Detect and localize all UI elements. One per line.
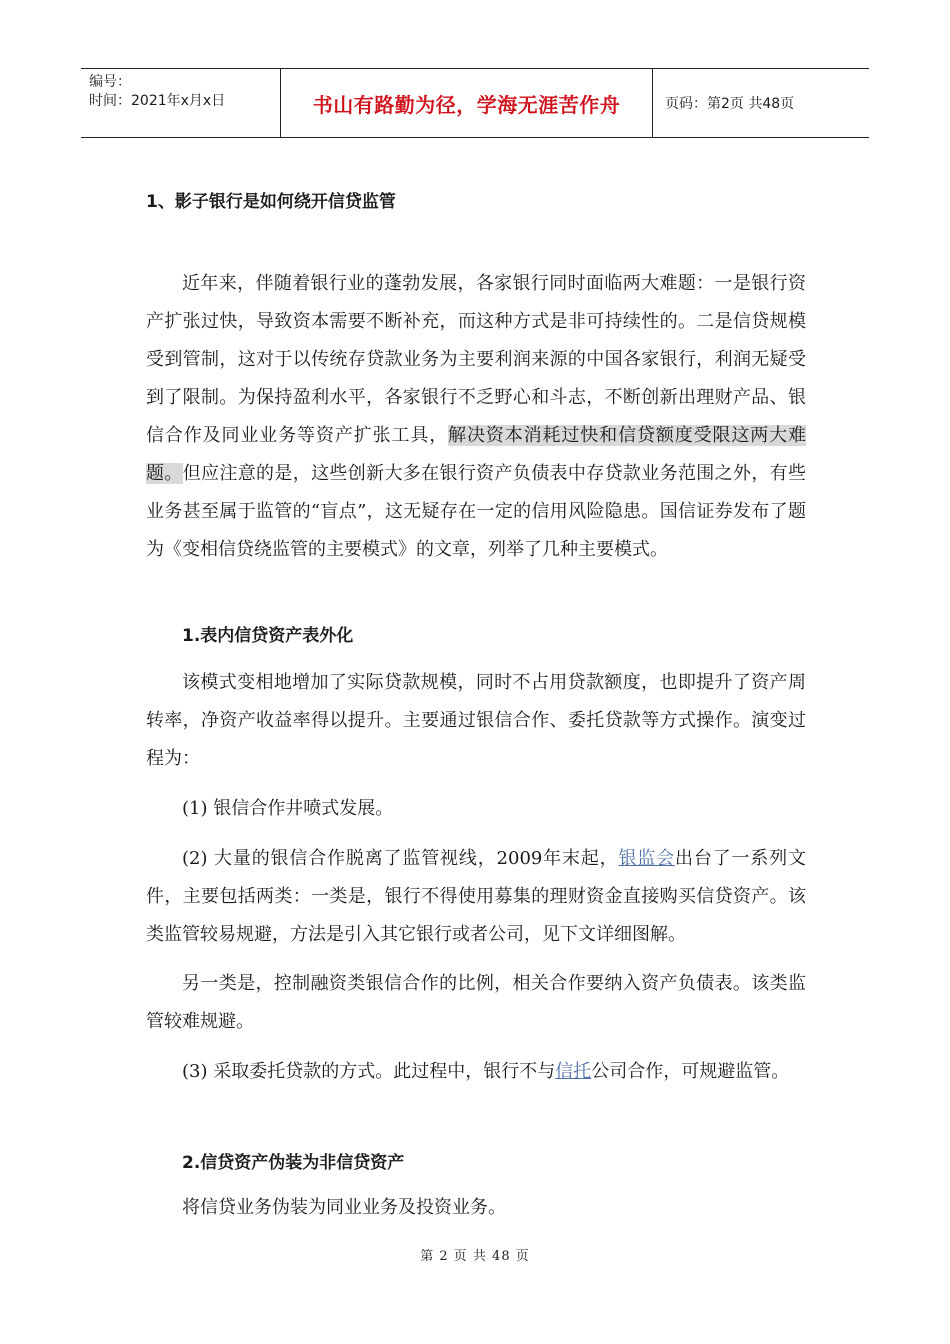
- list-item-3-text-b: 公司合作，可规避监管。: [591, 1061, 790, 1082]
- section1-paragraph: 该模式变相地增加了实际贷款规模，同时不占用贷款额度，也即提升了资产周转率，净资产收益率得以提升。主要通过银信合作、委托贷款等方式操作。演变过程为：: [146, 672, 806, 769]
- list-item-1: (1) 银信合作井喷式发展。: [182, 798, 394, 819]
- header-motto: 书山有路勤为径，学海无涯苦作舟: [281, 69, 653, 137]
- list-item-2: [146, 840, 806, 954]
- number-label: 编号：: [89, 74, 131, 90]
- date-label: 时间：2021年x月x日: [89, 93, 226, 109]
- intro-paragraph: [146, 265, 806, 569]
- page-footer: 第 2 页 共 48 页: [420, 1249, 530, 1264]
- header-meta: [81, 69, 281, 137]
- list-item-2-text-b: 出台了一系列文件，主要包括两类：一类是，银行不得使用募集的理财资金直接购买信贷资产。该类监管较易规避，方法是引入其它银行或者公司，见下文详细图解。: [146, 848, 807, 945]
- section1-paragraph-2: 另一类是，控制融资类银信合作的比例，相关合作要纳入资产负债表。该类监管较难规避。: [146, 973, 806, 1032]
- intro-text-1: 近年来，伴随着银行业的蓬勃发展，各家银行同时面临两大难题：一是银行资产扩张过快，导致资本需要不断补充，而这种方式是非可持续性的。二是信贷规模受到管制，这对于以传统存贷款业务为主要利润来源的中国各家银行，利润无疑受到了限制。为保持盈利水平，各家银行不乏野心和斗志，不断创新出理财产品、银信合作及同业业务等资产扩张工具，: [146, 273, 806, 446]
- list-item-3: [146, 1053, 806, 1091]
- cbrc-link[interactable]: 银监会: [618, 848, 676, 869]
- trust-link[interactable]: 信托: [555, 1061, 592, 1082]
- page-header: [81, 68, 869, 138]
- document-title: 1、影子银行是如何绕开信贷监管: [146, 192, 396, 212]
- section2-paragraph: 将信贷业务伪装为同业业务及投资业务。: [182, 1197, 506, 1218]
- intro-highlight: 解决资本消耗过快和信贷额度受限这两大难题。: [146, 425, 807, 484]
- list-item-2-text-a: (2) 大量的银信合作脱离了监管视线，2009年末起，: [182, 848, 619, 869]
- section1-heading: 1.表内信贷资产表外化: [182, 626, 354, 646]
- list-item-3-text-a: (3) 采取委托贷款的方式。此过程中，银行不与: [182, 1061, 556, 1082]
- header-page-info: 页码：第2页 共48页: [665, 96, 795, 112]
- section2-heading: 2.信贷资产伪装为非信贷资产: [182, 1153, 405, 1173]
- intro-text-2: 但应注意的是，这些创新大多在银行资产负债表中存贷款业务范围之外，有些业务甚至属于监管的“盲点”，这无疑存在一定的信用风险隐患。国信证券发布了题为《变相信贷绕监管的主要模式》的文章，列举了几种主要模式。: [146, 463, 806, 560]
